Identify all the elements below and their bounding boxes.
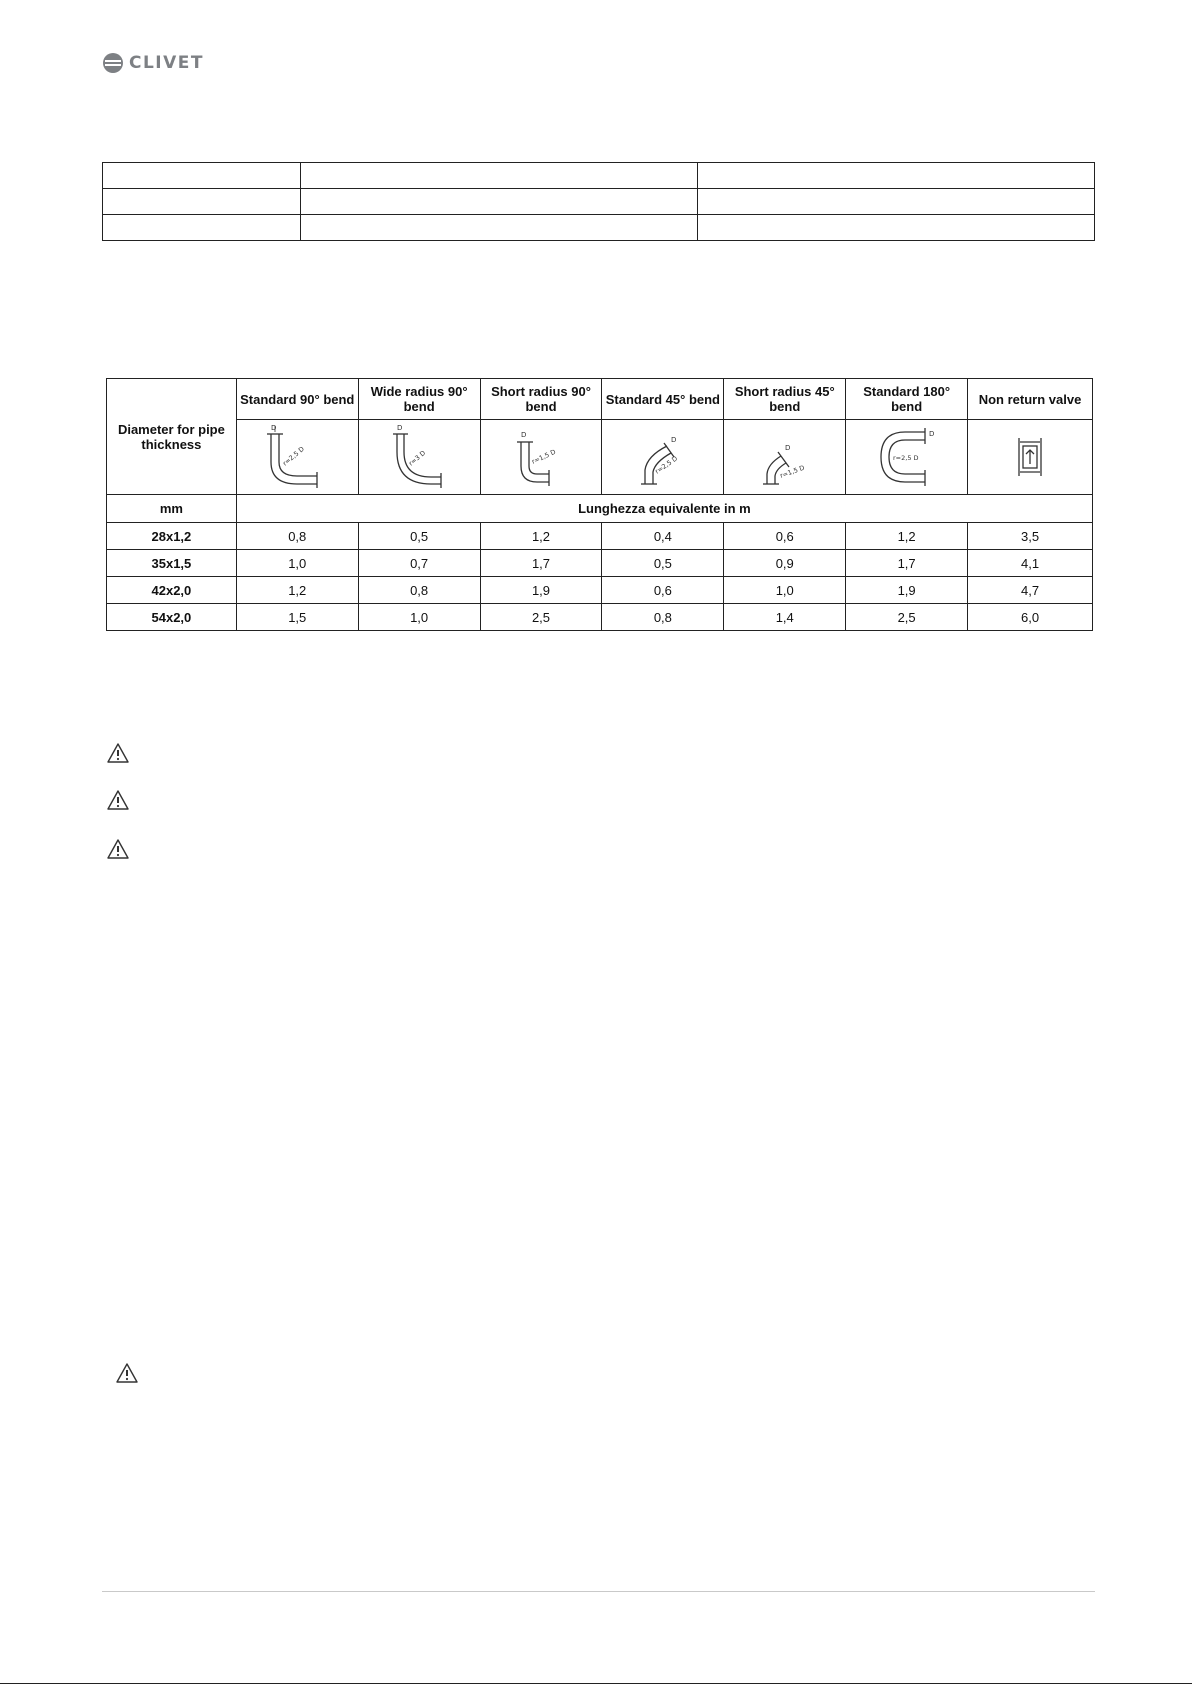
svg-text:D: D: [397, 424, 403, 432]
column-header: Non return valve: [968, 379, 1093, 420]
value-cell: 0,6: [602, 577, 724, 604]
value-cell: 1,9: [846, 577, 968, 604]
table-row: [103, 189, 1095, 215]
svg-text:D: D: [928, 430, 934, 438]
value-cell: 2,5: [480, 604, 602, 631]
warning-icon: [115, 1362, 139, 1384]
column-header: Standard 45° bend: [602, 379, 724, 420]
value-cell: 4,7: [968, 577, 1093, 604]
wide-radius-90-bend-icon: [379, 422, 459, 492]
value-cell: 1,4: [724, 604, 846, 631]
table-row: [107, 550, 1093, 577]
value-cell: 0,8: [358, 577, 480, 604]
value-cell: 1,0: [236, 550, 358, 577]
table-cell: [300, 163, 698, 189]
clivet-logo-icon: [102, 52, 124, 74]
table-cell: [698, 215, 1095, 241]
column-header: Wide radius 90° bend: [358, 379, 480, 420]
header-row: [107, 379, 1093, 420]
table-cell: [300, 215, 698, 241]
warning-icon: [106, 742, 130, 764]
diameter-cell: 28x1,2: [107, 523, 237, 550]
subheader-label: Lunghezza equivalente in m: [236, 495, 1092, 523]
value-cell: 0,5: [602, 550, 724, 577]
diagram-cell: [846, 420, 968, 495]
empty-table: [102, 162, 1095, 241]
diagram-annotation: r=2,5 D: [653, 454, 679, 476]
value-cell: 0,6: [724, 523, 846, 550]
table-cell: [698, 163, 1095, 189]
diagram-annotation: r=1,5 D: [778, 463, 806, 480]
table-row: [103, 163, 1095, 189]
value-cell: 1,7: [480, 550, 602, 577]
diagram-annotation: r=1,5 D: [530, 447, 557, 466]
value-cell: 4,1: [968, 550, 1093, 577]
diagram-cell: [968, 420, 1093, 495]
diagram-annotation: r=2,5 D: [281, 444, 307, 468]
column-header: Standard 180° bend: [846, 379, 968, 420]
warning-icon: [106, 838, 130, 860]
value-cell: 0,7: [358, 550, 480, 577]
value-cell: 2,5: [846, 604, 968, 631]
table-cell: [103, 189, 301, 215]
table-row: [107, 577, 1093, 604]
bottom-border: [0, 1683, 1192, 1684]
table-cell: [103, 163, 301, 189]
svg-text:D: D: [670, 436, 677, 444]
diagram-row: [107, 420, 1093, 495]
value-cell: 3,5: [968, 523, 1093, 550]
value-cell: 0,9: [724, 550, 846, 577]
diagram-cell: [358, 420, 480, 495]
value-cell: 1,5: [236, 604, 358, 631]
value-cell: 1,7: [846, 550, 968, 577]
standard-45-bend-icon: [623, 422, 703, 492]
column-header: Short radius 90° bend: [480, 379, 602, 420]
table-row: [107, 604, 1093, 631]
column-header: Standard 90° bend: [236, 379, 358, 420]
short-radius-45-bend-icon: [745, 422, 825, 492]
table-cell: [300, 189, 698, 215]
diagram-cell: [480, 420, 602, 495]
value-cell: 0,4: [602, 523, 724, 550]
diameter-cell: 35x1,5: [107, 550, 237, 577]
value-cell: 1,2: [480, 523, 602, 550]
diagram-cell: [724, 420, 846, 495]
brand-logo: [102, 50, 204, 76]
standard-180-bend-icon: [867, 422, 947, 492]
footer-divider: [102, 1591, 1095, 1592]
brand-name: CLIVET: [129, 53, 204, 73]
table-row: [103, 215, 1095, 241]
value-cell: 0,8: [602, 604, 724, 631]
value-cell: 0,5: [358, 523, 480, 550]
corner-label: Diameter for pipe thickness: [107, 379, 237, 495]
svg-text:D: D: [784, 444, 791, 452]
diagram-annotation: r=2,5 D: [892, 454, 919, 462]
value-cell: 1,9: [480, 577, 602, 604]
value-cell: 1,0: [724, 577, 846, 604]
value-cell: 1,0: [358, 604, 480, 631]
column-header: Short radius 45° bend: [724, 379, 846, 420]
unit-label: mm: [107, 495, 237, 523]
unit-row: [107, 495, 1093, 523]
warning-icon: [106, 789, 130, 811]
diagram-cell: [602, 420, 724, 495]
diagram-annotation: r=3 D: [407, 448, 428, 468]
value-cell: 0,8: [236, 523, 358, 550]
table-cell: [698, 189, 1095, 215]
svg-text:D: D: [520, 431, 527, 439]
non-return-valve-icon: [990, 422, 1070, 492]
table-cell: [103, 215, 301, 241]
short-radius-90-bend-icon: [501, 422, 581, 492]
equivalent-length-table: [106, 378, 1093, 631]
diagram-cell: [236, 420, 358, 495]
svg-text:D: D: [271, 424, 277, 432]
value-cell: 1,2: [236, 577, 358, 604]
value-cell: 6,0: [968, 604, 1093, 631]
standard-90-bend-icon: [257, 422, 337, 492]
table-row: [107, 523, 1093, 550]
value-cell: 1,2: [846, 523, 968, 550]
diameter-cell: 54x2,0: [107, 604, 237, 631]
diameter-cell: 42x2,0: [107, 577, 237, 604]
